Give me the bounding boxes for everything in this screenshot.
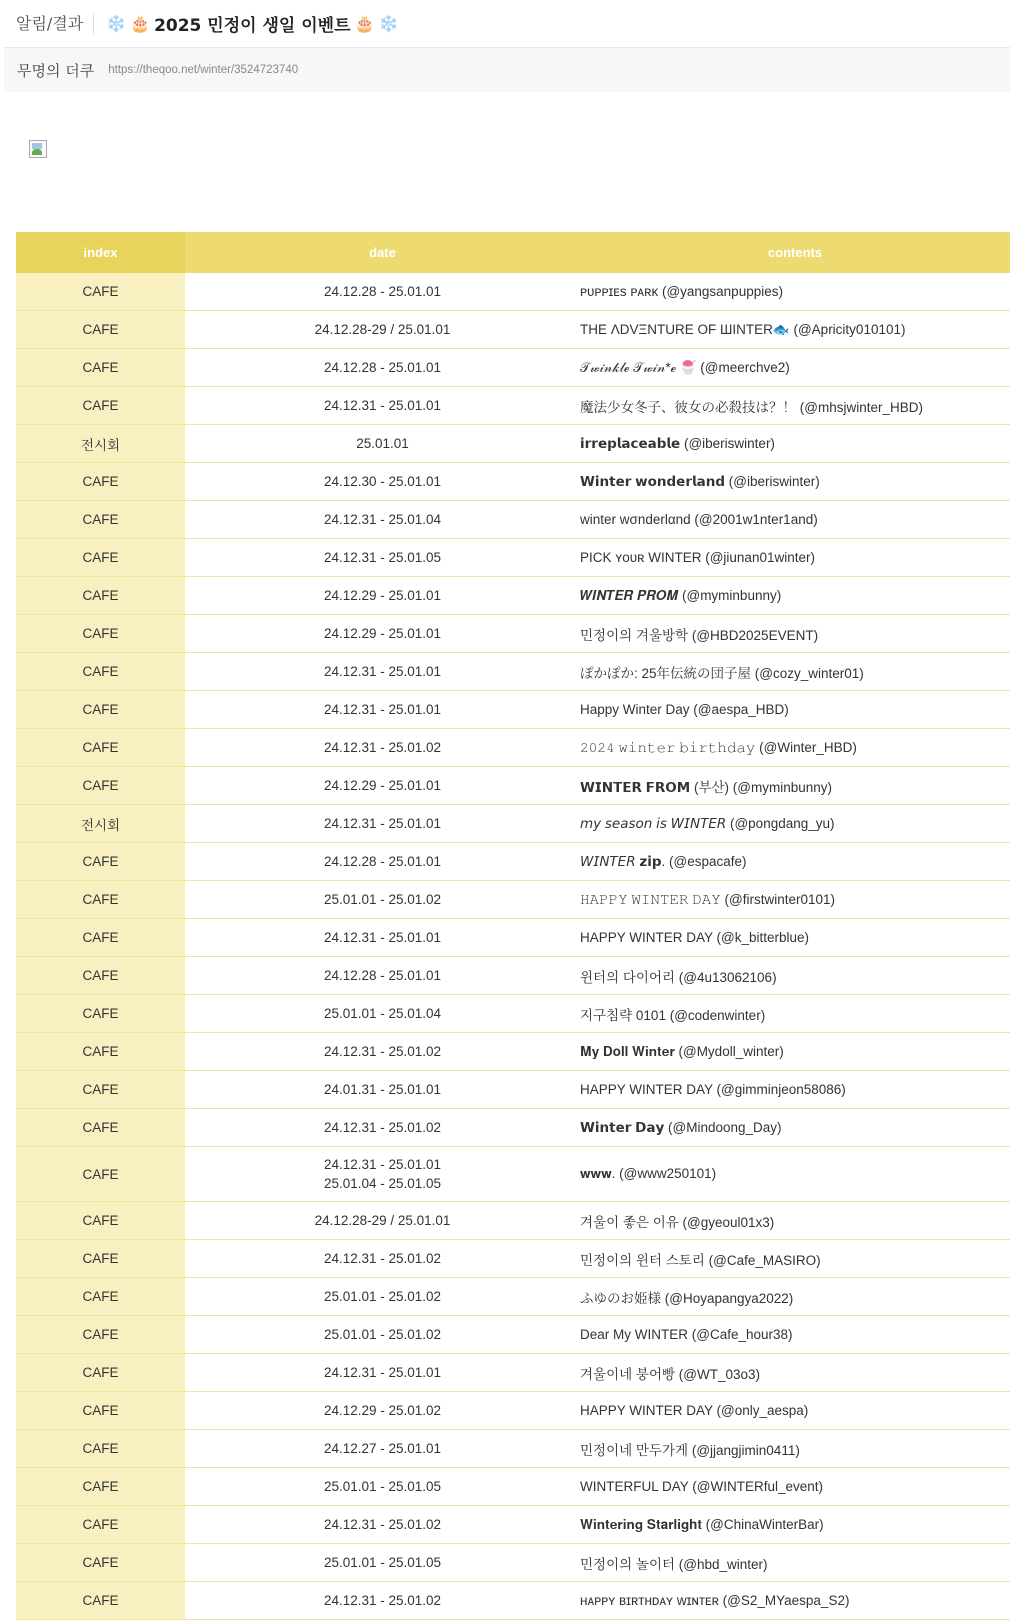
cell-date	[185, 957, 580, 995]
cell-index: CAFE	[16, 957, 185, 995]
date-range: 25.01.01	[356, 436, 409, 451]
date-range: 24.12.31 - 25.01.01	[323, 816, 442, 831]
table-row	[16, 1544, 1010, 1582]
cell-date	[185, 463, 580, 501]
table-row	[16, 1430, 1010, 1468]
table-body	[16, 273, 1010, 1620]
cell-date	[185, 767, 580, 805]
cake-icon: 🎂	[130, 14, 151, 33]
date-range: 24.12.31 - 25.01.01	[323, 398, 442, 413]
cell-index: CAFE	[16, 1354, 185, 1392]
cell-index: CAFE	[16, 349, 185, 387]
cell-contents: HAPPY WINTER DAY (@k_bitterblue)	[580, 919, 1010, 957]
table-row	[16, 273, 1010, 311]
cell-date	[185, 1033, 580, 1071]
cell-date	[185, 729, 580, 767]
post-meta	[4, 48, 1010, 92]
cell-index: CAFE	[16, 843, 185, 881]
table-row	[16, 1202, 1010, 1240]
cell-index: CAFE	[16, 995, 185, 1033]
cell-date	[185, 425, 580, 463]
cell-index: CAFE	[16, 767, 185, 805]
cell-date	[185, 1109, 580, 1147]
table-row	[16, 425, 1010, 463]
table-row	[16, 1354, 1010, 1392]
table-row	[16, 1582, 1010, 1620]
cell-index: CAFE	[16, 1544, 185, 1582]
cell-contents: 윈터의 다이어리 (@4u13062106)	[580, 957, 1010, 995]
cell-date	[185, 1071, 580, 1109]
cell-index: CAFE	[16, 1147, 185, 1202]
date-range: 24.12.28 - 25.01.01	[323, 854, 442, 869]
date-range: 24.12.31 - 25.01.02	[323, 740, 442, 755]
table-row	[16, 387, 1010, 425]
table-row	[16, 463, 1010, 501]
cell-contents: 𝟸𝟶𝟸𝟺 𝚠𝚒𝚗𝚝𝚎𝚛 𝚋𝚒𝚛𝚝𝚑𝚍𝚊𝚢 (@Winter_HBD)	[580, 729, 1010, 767]
table-row	[16, 1147, 1010, 1202]
cell-index: CAFE	[16, 729, 185, 767]
date-range: 24.12.31 - 25.01.01	[323, 930, 442, 945]
table-row	[16, 501, 1010, 539]
cell-index: CAFE	[16, 463, 185, 501]
date-range: 24.12.31 - 25.01.01	[323, 664, 442, 679]
cell-date	[185, 387, 580, 425]
table-row	[16, 767, 1010, 805]
date-range: 24.12.29 - 25.01.01	[323, 778, 442, 793]
cell-date	[185, 1240, 580, 1278]
cell-index: CAFE	[16, 1240, 185, 1278]
table-row	[16, 729, 1010, 767]
table-row	[16, 615, 1010, 653]
table-row	[16, 957, 1010, 995]
cell-contents: 𝐌𝐲 𝐃𝐨𝐥𝐥 𝐖𝐢𝐧𝐭𝐞𝐫 (@Mydoll_winter)	[580, 1033, 1010, 1071]
cell-date	[185, 1147, 580, 1202]
snowflake-icon: ❄️	[106, 14, 127, 33]
table-row	[16, 1033, 1010, 1071]
cell-contents: ふゆのお姫様 (@Hoyapangya2022)	[580, 1278, 1010, 1316]
date-range: 24.12.31 - 25.01.04	[323, 512, 442, 527]
date-range: 24.12.29 - 25.01.02	[323, 1403, 442, 1418]
cell-contents: 𝗪𝗶𝗻𝘁𝗲𝗿 𝘄𝗼𝗻𝗱𝗲𝗿𝗹𝗮𝗻𝗱 (@iberiswinter)	[580, 463, 1010, 501]
cell-contents: 민정이의 놀이터 (@hbd_winter)	[580, 1544, 1010, 1582]
cell-index: CAFE	[16, 501, 185, 539]
cell-contents: 𝗪𝗶𝗻𝘁𝗲𝗿 𝗗𝗮𝘆 (@Mindoong_Day)	[580, 1109, 1010, 1147]
date-range: 24.12.29 - 25.01.01	[323, 588, 442, 603]
cell-contents: 𝒯𝓌𝒾𝓃𝓀𝓁ℯ 𝒯𝓌𝒾𝓃*ℯ 🍧 (@meerchve2)	[580, 349, 1010, 387]
post-header	[4, 0, 1010, 48]
table-row	[16, 919, 1010, 957]
cell-contents: winter wσnderlαnd (@2001w1nter1and)	[580, 501, 1010, 539]
date-range: 24.12.31 - 25.01.01	[323, 1157, 442, 1172]
table-row	[16, 805, 1010, 843]
cell-date	[185, 881, 580, 919]
table-row	[16, 653, 1010, 691]
cell-index: CAFE	[16, 1468, 185, 1506]
date-range: 24.12.28-29 / 25.01.01	[314, 322, 451, 337]
category-label[interactable]: 알림/결과	[4, 14, 94, 34]
cake-icon: 🎂	[354, 14, 375, 33]
post-title	[94, 11, 398, 36]
cell-date	[185, 311, 580, 349]
date-range: 24.12.29 - 25.01.01	[323, 626, 442, 641]
cell-index: CAFE	[16, 1506, 185, 1544]
cell-index: CAFE	[16, 653, 185, 691]
date-range: 24.12.28 - 25.01.01	[323, 968, 442, 983]
table-row	[16, 1316, 1010, 1354]
cell-date	[185, 539, 580, 577]
cell-date	[185, 843, 580, 881]
post-url[interactable]: https://theqoo.net/winter/3524723740	[108, 64, 299, 76]
cell-contents: 𝐰𝐰𝐰. (@www250101)	[580, 1147, 1010, 1202]
cell-contents: WINTERFUL DAY (@WINTERful_event)	[580, 1468, 1010, 1506]
date-range: 25.01.01 - 25.01.04	[323, 1006, 442, 1021]
date-range: 24.12.31 - 25.01.02	[323, 1120, 442, 1135]
cell-contents: 민정이의 윈터 스토리 (@Cafe_MASIRO)	[580, 1240, 1010, 1278]
snowflake-icon: ❄️	[378, 14, 399, 33]
cell-date	[185, 577, 580, 615]
date-range: 25.01.04 - 25.01.05	[323, 1176, 442, 1191]
cell-date	[185, 1316, 580, 1354]
table-row	[16, 1468, 1010, 1506]
cell-contents: THE ΛDVΞNTURE OF ШINTER🐟 (@Apricity010101)	[580, 311, 1010, 349]
cell-contents: 지구침략 0101 (@codenwinter)	[580, 995, 1010, 1033]
cell-index: CAFE	[16, 691, 185, 729]
cell-contents: Happy Winter Day (@aespa_HBD)	[580, 691, 1010, 729]
cell-index: CAFE	[16, 1278, 185, 1316]
cell-index: CAFE	[16, 1109, 185, 1147]
cell-index: CAFE	[16, 1582, 185, 1620]
cell-contents: 𝗪𝗜𝗡𝗧𝗘𝗥 𝗙𝗥𝗢𝗠 (부산) (@myminbunny)	[580, 767, 1010, 805]
table-row	[16, 311, 1010, 349]
date-range: 24.12.28 - 25.01.01	[323, 360, 442, 375]
cell-index: CAFE	[16, 273, 185, 311]
cell-index: CAFE	[16, 919, 185, 957]
cell-date	[185, 805, 580, 843]
table-header-row	[16, 232, 1010, 273]
column-header-contents: contents	[580, 232, 1010, 273]
cell-index: CAFE	[16, 1316, 185, 1354]
cell-contents: PICK ʏᴏᴜʀ WINTER (@jiunan01winter)	[580, 539, 1010, 577]
table-row	[16, 995, 1010, 1033]
cell-index: CAFE	[16, 1202, 185, 1240]
cell-index: CAFE	[16, 615, 185, 653]
cell-contents: 魔法少女冬子、彼女の必殺技は？！ (@mhsjwinter_HBD)	[580, 387, 1010, 425]
table-row	[16, 1392, 1010, 1430]
column-header-date: date	[185, 232, 580, 273]
cell-index: 전시회	[16, 425, 185, 463]
column-header-index: index	[16, 232, 185, 273]
cell-date	[185, 1468, 580, 1506]
cell-contents: 겨울이네 붕어빵 (@WT_03o3)	[580, 1354, 1010, 1392]
cell-date	[185, 615, 580, 653]
cell-contents: Dear My WINTER (@Cafe_hour38)	[580, 1316, 1010, 1354]
date-range: 24.12.30 - 25.01.01	[323, 474, 442, 489]
cell-contents: HAPPY WINTER DAY (@gimminjeon58086)	[580, 1071, 1010, 1109]
cell-date	[185, 1582, 580, 1620]
table-row	[16, 1278, 1010, 1316]
date-range: 24.12.31 - 25.01.02	[323, 1593, 442, 1608]
cell-contents: 민정이의 겨울방학 (@HBD2025EVENT)	[580, 615, 1010, 653]
cell-date	[185, 1506, 580, 1544]
date-range: 24.12.28-29 / 25.01.01	[314, 1213, 451, 1228]
cell-index: CAFE	[16, 577, 185, 615]
date-range: 24.12.28 - 25.01.01	[323, 284, 442, 299]
cell-date	[185, 1430, 580, 1468]
cell-date	[185, 653, 580, 691]
cell-index: 전시회	[16, 805, 185, 843]
cell-contents: 𝐖𝐢𝐧𝐭𝐞𝐫𝐢𝐧𝐠 𝐒𝐭𝐚𝐫𝐥𝐢𝐠𝐡𝐭 (@ChinaWinterBar)	[580, 1506, 1010, 1544]
cell-index: CAFE	[16, 311, 185, 349]
cell-date	[185, 349, 580, 387]
cell-date	[185, 1544, 580, 1582]
cell-contents: ぽかぽか: 25年伝統の団子屋 (@cozy_winter01)	[580, 653, 1010, 691]
post-title-text: 2025 민정이 생일 이벤트	[154, 16, 351, 36]
cell-contents: ʜᴀᴘᴘʏ ʙɪʀᴛʜᴅᴀʏ ᴡɪɴᴛᴇʀ (@S2_MYaespa_S2)	[580, 1582, 1010, 1620]
cell-contents: 𝘞𝘐𝘕𝘛𝘌𝘙 𝘇𝗶𝗽. (@espacafe)	[580, 843, 1010, 881]
cell-index: CAFE	[16, 881, 185, 919]
date-range: 24.12.31 - 25.01.01	[323, 702, 442, 717]
cell-contents: 𝙷𝙰𝙿𝙿𝚈 𝚆𝙸𝙽𝚃𝙴𝚁 𝙳𝙰𝚈 (@firstwinter0101)	[580, 881, 1010, 919]
cell-contents: 𝘮𝘺 𝘴𝘦𝘢𝘴𝘰𝘯 𝘪𝘴 𝘞𝘐𝘕𝘛𝘌𝘙 (@pongdang_yu)	[580, 805, 1010, 843]
cell-index: CAFE	[16, 539, 185, 577]
date-range: 24.12.31 - 25.01.02	[323, 1517, 442, 1532]
cell-contents: 𝑾𝑰𝑵𝑻𝑬𝑹 𝑷𝑹𝑶𝑴 (@myminbunny)	[580, 577, 1010, 615]
table-row	[16, 577, 1010, 615]
table-row	[16, 349, 1010, 387]
date-range: 25.01.01 - 25.01.02	[323, 1327, 442, 1342]
cell-date	[185, 1392, 580, 1430]
date-range: 24.12.31 - 25.01.02	[323, 1044, 442, 1059]
table-row	[16, 1109, 1010, 1147]
cell-index: CAFE	[16, 387, 185, 425]
table-row	[16, 1240, 1010, 1278]
cell-contents: ᴘᴜᴘᴘɪᴇs ᴘᴀʀᴋ (@yangsanpuppies)	[580, 273, 1010, 311]
table-row	[16, 1506, 1010, 1544]
date-range: 24.12.31 - 25.01.02	[323, 1251, 442, 1266]
cell-date	[185, 919, 580, 957]
date-range: 25.01.01 - 25.01.02	[323, 892, 442, 907]
cell-date	[185, 1202, 580, 1240]
date-range: 24.12.27 - 25.01.01	[323, 1441, 442, 1456]
cell-contents: 민정이네 만두가게 (@jjangjimin0411)	[580, 1430, 1010, 1468]
cell-index: CAFE	[16, 1071, 185, 1109]
cell-index: CAFE	[16, 1430, 185, 1468]
table-row	[16, 843, 1010, 881]
cell-contents: 겨울이 좋은 이유 (@gyeoul01x3)	[580, 1202, 1010, 1240]
cell-date	[185, 501, 580, 539]
cell-date	[185, 691, 580, 729]
cell-contents: HAPPY WINTER DAY (@only_aespa)	[580, 1392, 1010, 1430]
table-row	[16, 1071, 1010, 1109]
date-range: 24.12.31 - 25.01.05	[323, 550, 442, 565]
event-table	[16, 232, 1010, 1620]
cell-date	[185, 1278, 580, 1316]
table-row	[16, 539, 1010, 577]
cell-date	[185, 1354, 580, 1392]
cell-index: CAFE	[16, 1033, 185, 1071]
date-range: 24.01.31 - 25.01.01	[323, 1082, 442, 1097]
cell-contents: 𝗶𝗿𝗿𝗲𝗽𝗹𝗮𝗰𝗲𝗮𝗯𝗹𝗲 (@iberiswinter)	[580, 425, 1010, 463]
cell-date	[185, 995, 580, 1033]
table-row	[16, 881, 1010, 919]
date-range: 25.01.01 - 25.01.02	[323, 1289, 442, 1304]
cell-index: CAFE	[16, 1392, 185, 1430]
broken-image-icon	[29, 140, 49, 160]
date-range: 25.01.01 - 25.01.05	[323, 1555, 442, 1570]
cell-date	[185, 273, 580, 311]
date-range: 24.12.31 - 25.01.01	[323, 1365, 442, 1380]
author-name: 무명의 더쿠	[17, 61, 95, 80]
date-range: 25.01.01 - 25.01.05	[323, 1479, 442, 1494]
table-row	[16, 691, 1010, 729]
